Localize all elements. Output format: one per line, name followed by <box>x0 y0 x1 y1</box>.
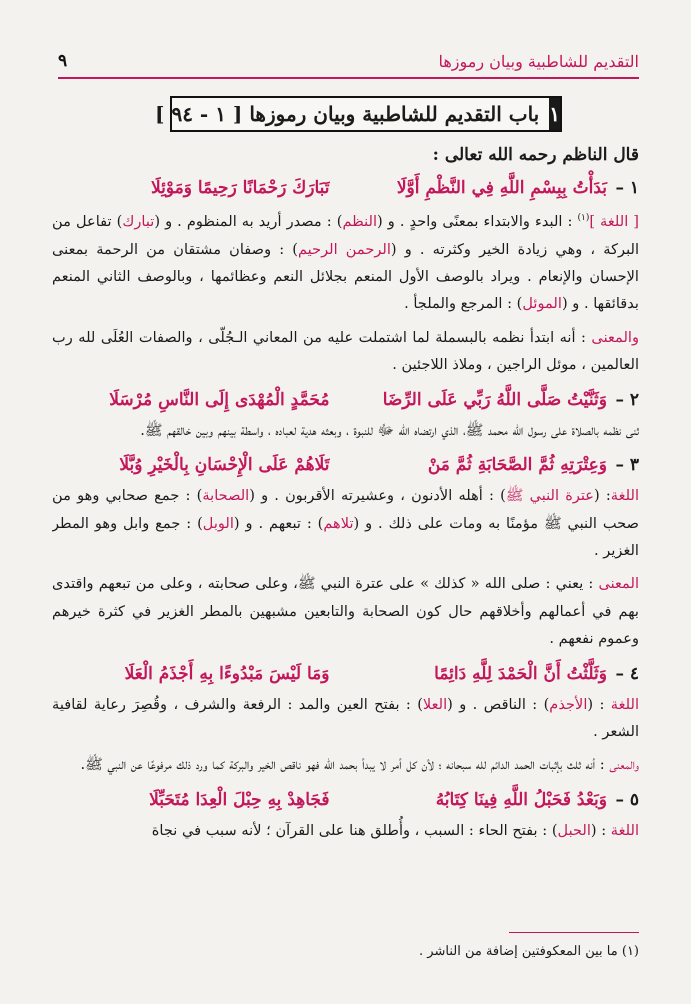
term: النظم <box>342 213 378 231</box>
term: تلاهم <box>323 514 354 532</box>
verse-hemistich-2: مُحَمَّدٍ الْمُهْدَى إِلَى النَّاسِ مُرْسَلَا <box>109 389 330 410</box>
verse-1 <box>52 173 639 203</box>
verse-hemistich-2: تَبَارَكَ رَحْمَانًا رَحِيمًا وَمَوْئِلَا <box>151 178 330 199</box>
lexicon-label: اللغة <box>610 487 639 505</box>
lexicon-note-3: اللغة: (عترة النبي ﷺ) : أهله الأدنون ، وعشيرته الأقربون . و (الصحابة) : جمع صحابي وهو من صحب النبي ﷺ مؤمنًا به ومات على ذلك . و (تلاهم) : تبعهم . و (الوبل) : جمع وابل وهو المطر الغزير . <box>52 487 639 559</box>
lexicon-label: اللغة <box>610 695 639 713</box>
verse-number: ١ – <box>615 178 639 199</box>
chapter-title: باب التقديم للشاطبية وبيان رموزها [ ١ - ٩٤ ] <box>155 102 540 126</box>
meaning-label: والمعنى <box>609 756 639 774</box>
verse-number: ٤ – <box>615 663 639 684</box>
verse-number: ٣ – <box>615 455 639 476</box>
chapter-number: ١ <box>549 98 560 130</box>
verse-hemistich-1: وَثَنَّيْتُ صَلَّى اللَّهُ رَبِّي عَلَى الرِّضَا <box>382 389 607 410</box>
meaning-note-4: والمعنى : أنه ثلث بإثبات الحمد الدائم لله سبحانه ؛ لأن كل أمر لا يبدأ بحمد الله فهو ناقص الخير والبركة كما ورد ذلك مرفوعًا عن النبي ﷺ. <box>80 756 639 774</box>
verse-hemistich-2: فَجَاهِدْ بِهِ حِبْلَ الْعِدَا مُتَحَبِّلَا <box>149 789 330 810</box>
meaning-label: والمعنى <box>591 328 639 346</box>
verse-hemistich-1: وَثَلَّثْتُ أَنَّ الْحَمْدَ لِلَّهِ دَائِمًا <box>434 663 607 684</box>
intro-line: قال الناظم رحمه الله تعالى : <box>432 145 639 165</box>
verse-number: ٢ – <box>615 389 639 410</box>
running-header <box>58 48 639 74</box>
term: الأجذم <box>549 695 588 713</box>
term: تبارك <box>122 213 155 231</box>
verse-4 <box>52 659 639 689</box>
verse-hemistich-1: بَدَأْتُ بِبِسْمِ اللَّهِ فِي النَّظْمِ أَوَّلَا <box>396 178 607 199</box>
verse-number: ٥ – <box>615 789 639 810</box>
term: عترة النبي ﷺ <box>505 487 595 505</box>
header-rule <box>58 77 639 79</box>
meaning-note-3: المعنى : يعني : صلى الله « كذلك » على عترة النبي ﷺ، وعلى صحابته ، وعلى من تبعهم واقتدى بهم في أعمالهم وأخلاقهم حال كون الصحابة والتابعين مشبهين بالمطر الغزير في كثرة خيرهم وعموم نفعهم . <box>52 575 639 648</box>
lexicon-note-1: [ اللغة ]$^{(١)}$ : البدء والابتداء بمعنًى واحدٍ . و (النظم) : مصدر أريد به المنظوم . و (تبارك) تفاعل من البركة ، وهي زيادة الخير وكثرته . و (الرحمن الرحيم) : وصفان مشتقان من الرحمة بمعنى الإحسان والإنعام . ويراد بالوصف الأول المنعم بجلائل النعم وعظائمها ، وبالوصف الثاني المنعم بدقائقها . و (الموئل) : المرجع والملجأ . <box>52 213 639 313</box>
lexicon-label: اللغة <box>610 821 639 839</box>
running-title: التقديم للشاطبية وبيان رموزها <box>438 51 639 71</box>
verse-5 <box>52 785 639 815</box>
term: الصحابة <box>202 487 250 505</box>
lexicon-note-4: اللغة : (الأجذم) : الناقص . و (العلا) : بفتح العين والمد : الرفعة والشرف ، وقُصِرَ رعاية لقافية الشعر . <box>52 695 639 740</box>
page-number: ٩ <box>58 51 68 71</box>
term: الوبل <box>202 514 234 532</box>
term: الحبل <box>557 821 591 839</box>
lexicon-label: [ اللغة ] <box>589 213 639 231</box>
term: العلا <box>422 695 448 713</box>
meaning-label: المعنى <box>598 575 639 593</box>
page-body <box>52 142 639 934</box>
lexicon-note-5: اللغة : (الحبل) : بفتح الحاء : السبب ، وأُطلق هنا على القرآن ؛ لأنه سبب في نجاة <box>151 821 639 839</box>
verse-hemistich-1: وَبَعْدُ فَحَبْلُ اللَّهِ فِينَا كِتَابُهُ <box>435 789 607 810</box>
verse-2 <box>52 385 639 415</box>
meaning-note-1: والمعنى : أنه ابتدأ نظمه بالبسملة لما اشتملت عليه من المعاني الـجُلّى ، والصفات العُلَى لله رب العالمين ، موئل الراجين ، وملاذ اللاجئين . <box>52 328 639 374</box>
term: الرحمن الرحيم <box>297 240 391 258</box>
chapter-heading <box>155 96 562 132</box>
meaning-note-2: ثنى نظمه بالصلاة على رسول الله محمد ﷺ، الذي ارتضاه الله ﷻ للنبوة ، وبعثه هدية لعباده ، واسطة بينهم وبين خالقهم ﷺ. <box>140 421 639 439</box>
verse-hemistich-2: تَلَاهُمْ عَلَى الْإِحْسَانِ بِالْخَيْرِ وُبَّلَا <box>119 455 330 476</box>
footnote-ref: (١) <box>577 213 590 224</box>
footnote: (١) ما بين المعكوفتين إضافة من الناشر . <box>419 944 639 959</box>
term: الموئل <box>522 295 562 313</box>
verse-hemistich-1: وَعِتْرَتِهِ ثُمَّ الصَّحَابَةِ ثُمَّ مَنْ <box>427 455 607 476</box>
verse-hemistich-2: وَمَا لَيْسَ مَبْدُوءًا بِهِ أَجْذَمُ الْعَلَا <box>124 663 330 684</box>
footnote-rule <box>509 932 639 933</box>
verse-3 <box>52 450 639 480</box>
